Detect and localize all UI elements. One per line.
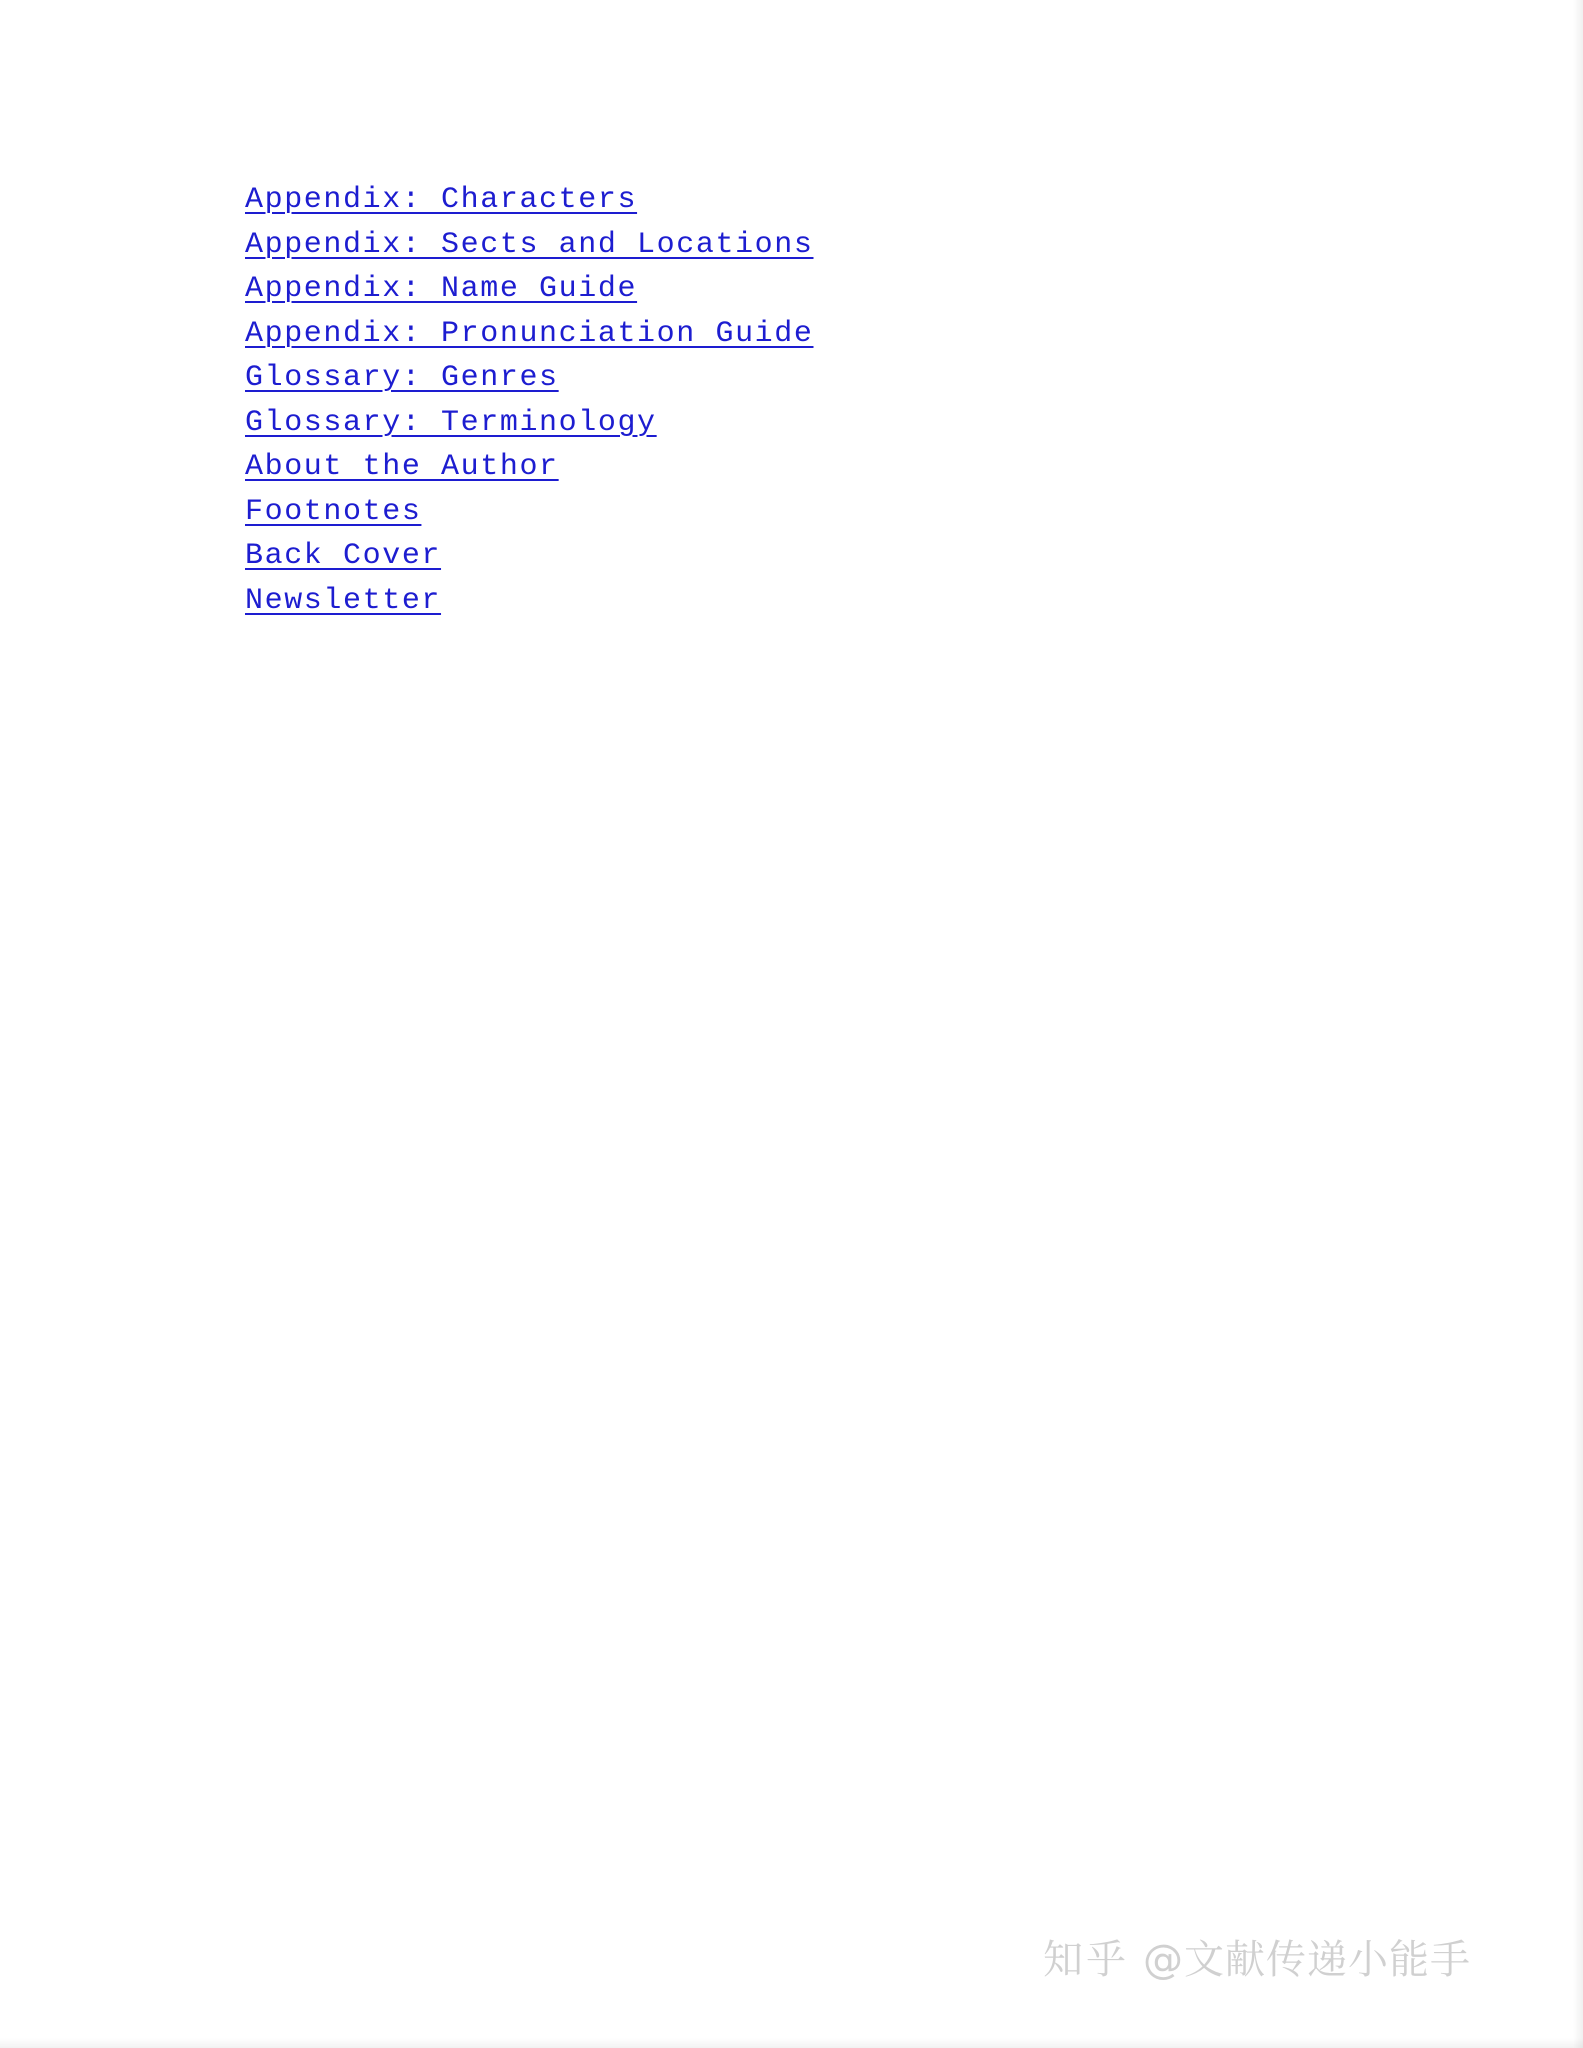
watermark-brand: 知乎	[1043, 1937, 1129, 1983]
watermark	[1043, 1937, 1471, 1983]
toc-link-appendix-pronunciation-guide[interactable]: Appendix: Pronunciation Guide	[245, 316, 814, 351]
toc-link-newsletter[interactable]: Newsletter	[245, 583, 442, 618]
toc-link-footnotes[interactable]: Footnotes	[245, 494, 422, 529]
toc-link-back-cover[interactable]: Back Cover	[245, 539, 442, 573]
toc-link-glossary-genres[interactable]: Glossary: Genres	[245, 361, 559, 395]
toc-link-glossary-terminology[interactable]: Glossary: Terminology	[245, 405, 657, 440]
toc-link-appendix-sects-and-locations[interactable]: Appendix: Sects and Locations	[245, 227, 814, 262]
toc-link-appendix-characters[interactable]: Appendix: Characters	[245, 183, 638, 217]
page-edge-shadow-right	[1573, 0, 1583, 2048]
page-edge-shadow-bottom	[0, 2038, 1583, 2048]
table-of-contents	[245, 178, 1145, 623]
toc-link-about-the-author[interactable]: About the Author	[245, 450, 559, 484]
toc-link-appendix-name-guide[interactable]: Appendix: Name Guide	[245, 272, 638, 306]
watermark-username: @文献传递小能手	[1143, 1937, 1471, 1983]
